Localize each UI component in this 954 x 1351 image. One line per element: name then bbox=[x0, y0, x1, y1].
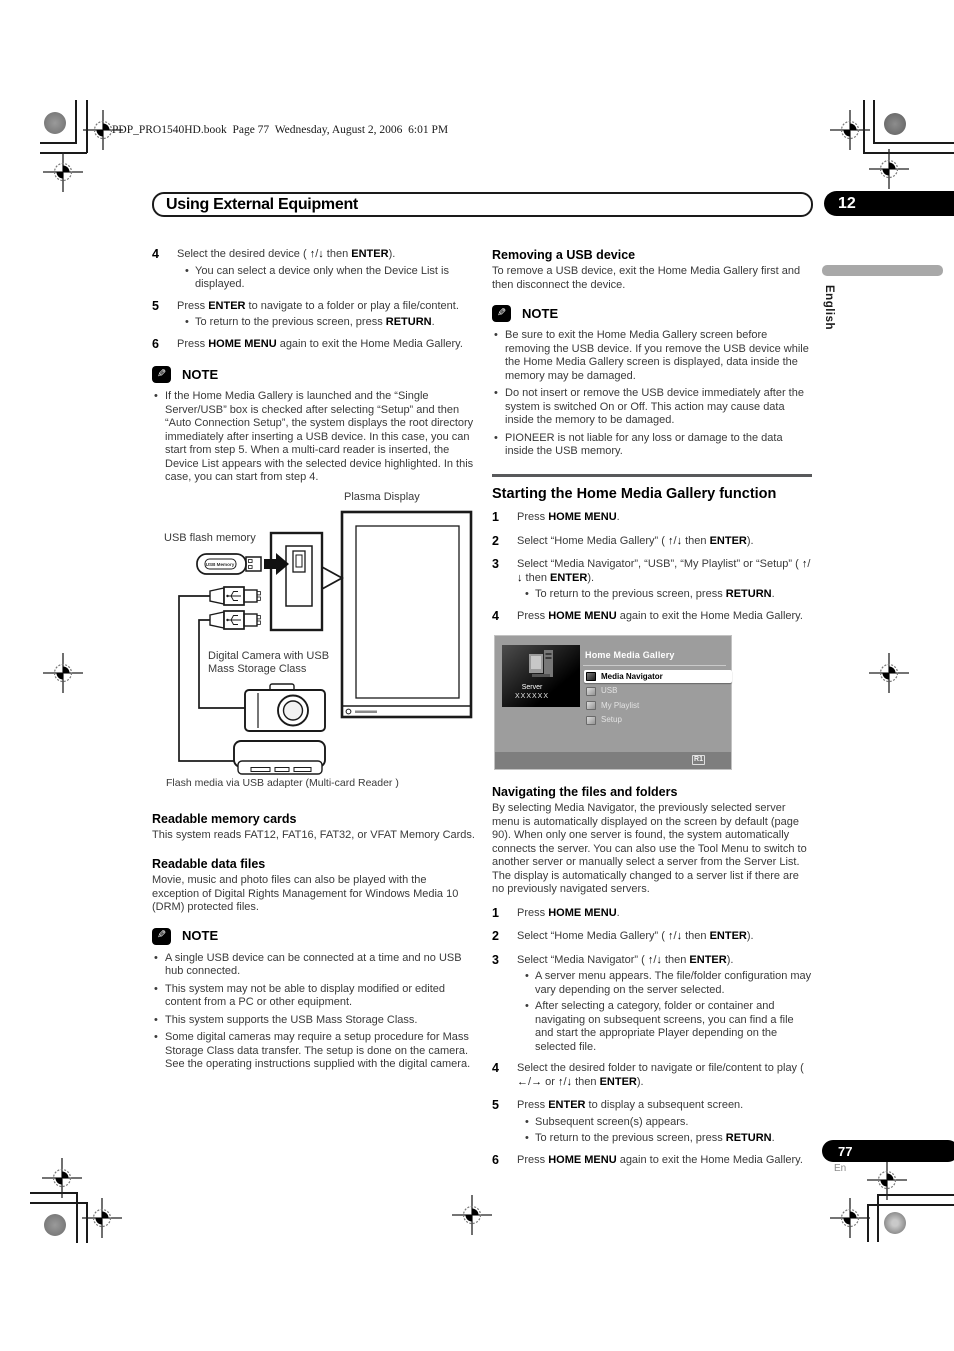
screenshot-menu bbox=[584, 670, 734, 728]
screenshot-title-rule bbox=[583, 665, 726, 666]
step-item bbox=[152, 338, 476, 354]
step-text: Press HOME MENU again to exit the Home Media Gallery. bbox=[177, 337, 463, 350]
section-heading-readable-memory-cards: Readable memory cards bbox=[152, 811, 297, 826]
section-heading-navigating: Navigating the files and folders bbox=[492, 785, 678, 799]
registration-mark bbox=[43, 653, 83, 693]
pencil-note-icon bbox=[492, 305, 511, 322]
section-heading-starting-hmg: Starting the Home Media Gallery function bbox=[492, 486, 777, 502]
step-item bbox=[492, 535, 812, 551]
menu-item-usb bbox=[584, 685, 734, 698]
menu-item-label: USB bbox=[601, 686, 618, 696]
server-icon bbox=[528, 648, 556, 682]
note-label: NOTE bbox=[182, 366, 219, 382]
registration-mark bbox=[830, 1198, 870, 1238]
print-dot bbox=[44, 1214, 66, 1236]
step-item bbox=[492, 1154, 812, 1170]
step-item bbox=[492, 1062, 812, 1091]
plasma-display-drawing bbox=[271, 512, 471, 717]
home-media-gallery-screenshot bbox=[494, 635, 732, 770]
bullet-item: • To return to the previous screen, press RETURN. bbox=[525, 588, 775, 600]
step-text: Press HOME MENU again to exit the Home Media Gallery. bbox=[517, 1153, 803, 1166]
registration-mark bbox=[867, 1160, 907, 1200]
menu-item-label: Setup bbox=[601, 715, 622, 725]
note-bullet-list bbox=[492, 329, 812, 459]
chapter-number: 12 bbox=[838, 194, 856, 212]
chapter-title-bar bbox=[152, 192, 813, 217]
registration-mark bbox=[82, 1198, 122, 1238]
language-label: English bbox=[823, 285, 835, 331]
steps-list bbox=[492, 511, 812, 625]
bullet-item: • Subsequent screen(s) appears. bbox=[525, 1115, 689, 1128]
bullet-item: • To return to the previous screen, press RETURN. bbox=[525, 1132, 775, 1144]
bullet-item: • This system supports the USB Mass Storage Class. bbox=[154, 1013, 418, 1026]
section-heading-removing-usb: Removing a USB device bbox=[492, 248, 636, 262]
note-block bbox=[152, 928, 476, 1072]
page-number-badge bbox=[822, 1140, 954, 1162]
step-text: Select the desired folder to navigate or file/content to play ( ←/→ or ↑/↓ then ENTER). bbox=[517, 1062, 804, 1088]
bullet-item: • Do not insert or remove the USB device immediately after the system is switched On or Off. This action may cause data inside the memory to be damaged. bbox=[494, 387, 804, 426]
card-reader-drawing bbox=[234, 741, 325, 774]
media-navigator-icon bbox=[586, 672, 596, 681]
bullet-item: • Be sure to exit the Home Media Gallery screen before removing the USB device. If you remove the USB device while the Home Media Gallery screen is displayed, data inside the memory may be damaged. bbox=[494, 329, 809, 382]
page-title: Using External Equipment bbox=[166, 195, 358, 213]
step-text: Press HOME MENU again to exit the Home Media Gallery. bbox=[517, 609, 803, 622]
usb-flash-memory-label: USB flash memory bbox=[164, 531, 256, 544]
step-item bbox=[492, 610, 812, 626]
bullet-item: • A single USB device can be connected at a time and no USB hub connected. bbox=[154, 951, 462, 977]
step-item bbox=[492, 511, 812, 527]
screenshot-title: Home Media Gallery bbox=[585, 650, 675, 660]
step-number: 6 bbox=[152, 336, 159, 351]
bullet-item: • You can select a device only when the Device List is displayed. bbox=[185, 264, 449, 290]
step-item bbox=[492, 1099, 812, 1146]
step-number: 3 bbox=[492, 557, 499, 571]
note-block bbox=[492, 305, 812, 459]
step-number: 5 bbox=[152, 298, 159, 313]
step-item bbox=[152, 300, 476, 330]
usb-icon bbox=[586, 687, 596, 696]
body-text: To remove a USB device, exit the Home Media Gallery first and then disconnect the device. bbox=[492, 265, 801, 291]
server-id: XXXXXX bbox=[514, 693, 549, 700]
digital-camera-drawing bbox=[245, 684, 325, 731]
step-number: 1 bbox=[492, 905, 499, 920]
bullet-item: • If the Home Media Gallery is launched and the “Single Server/USB” box is checked after selecting “Setup” and then “Auto Connection Setup”, the system displays the root directory immediately after inserting a USB device. In this case, you can start from step 5. When a multi-card reader is inserted, the Device List appears with the selected device highlighted. In this case, you can start from step 4. bbox=[154, 390, 474, 483]
plasma-display-label: Plasma Display bbox=[344, 490, 420, 503]
print-dot bbox=[44, 112, 66, 134]
bullet-item: • To return to the previous screen, press RETURN. bbox=[185, 316, 435, 328]
step-number: 5 bbox=[492, 1098, 499, 1112]
step-text: Select the desired device ( ↑/↓ then ENTER). bbox=[177, 248, 396, 260]
step-text: Select “Media Navigator”, “USB”, “My Playlist” or “Setup” ( ↑/↓ then ENTER). bbox=[517, 558, 811, 584]
registration-mark bbox=[42, 1158, 82, 1198]
pencil-note-icon bbox=[152, 366, 171, 383]
step-number: 4 bbox=[492, 1061, 499, 1075]
usb-memory-device-label: USB Memory bbox=[205, 561, 235, 567]
step-item bbox=[492, 930, 812, 946]
pencil-note-icon bbox=[152, 928, 171, 945]
body-text: This system reads FAT12, FAT16, FAT32, or VFAT Memory Cards. bbox=[152, 828, 475, 841]
bullet-item: • Some digital cameras may require a setup procedure for Mass Storage Class data transfer. The setup is done on the camera. See the operating instructions supplied with the digital camera. bbox=[154, 1031, 471, 1070]
note-label: NOTE bbox=[182, 928, 219, 944]
step-text: Select “Home Media Gallery” ( ↑/↓ then ENTER). bbox=[517, 534, 754, 547]
step-text: Press ENTER to navigate to a folder or play a file/content. bbox=[177, 299, 459, 312]
chapter-number-badge bbox=[824, 191, 954, 216]
step-text: Select “Media Navigator” ( ↑/↓ then ENTER). bbox=[517, 953, 734, 966]
step-item bbox=[492, 907, 812, 923]
bullet-item: • A server menu appears. The file/folder configuration may vary depending on the server selected. bbox=[525, 970, 812, 996]
registration-mark bbox=[869, 149, 909, 189]
flash-media-label: Flash media via USB adapter (Multi-card Reader ) bbox=[166, 776, 399, 789]
my-playlist-icon bbox=[586, 701, 596, 710]
step-item bbox=[492, 954, 812, 1055]
bullet-item: • PIONEER is not liable for any loss or damage to the data inside the USB memory. bbox=[494, 431, 783, 457]
left-column bbox=[152, 248, 476, 1082]
step-text: Press HOME MENU. bbox=[517, 906, 620, 919]
usb-connection-diagram bbox=[152, 490, 476, 797]
step-number: 4 bbox=[152, 247, 159, 261]
right-column bbox=[492, 248, 812, 1177]
step-number: 2 bbox=[492, 533, 499, 548]
print-dot bbox=[884, 1212, 906, 1234]
registration-mark bbox=[452, 1195, 492, 1235]
digital-camera-label: Digital Camera with USB Mass Storage Class bbox=[208, 649, 330, 675]
menu-item-label: My Playlist bbox=[601, 700, 640, 710]
step-number: 6 bbox=[492, 1152, 499, 1167]
body-text: By selecting Media Navigator, the previously selected server menu is automatically displayed on the screen by default (page 90). When only one server is found, the system automatically connects the server. You can also use the Tool Menu to switch to another server or manually select a server from the Server List. The display is automatically changed to a server list if there are no previously navigated servers. bbox=[492, 802, 807, 895]
step-text: Press ENTER to display a subsequent screen. bbox=[517, 1099, 744, 1111]
steps-list bbox=[492, 907, 812, 1170]
bullet-item: • After selecting a category, folder or container and navigating on subsequent screens, you can find a file and start the appropriate Player depending on the selected file. bbox=[525, 1000, 794, 1053]
menu-item-my-playlist bbox=[584, 699, 734, 712]
note-label: NOTE bbox=[522, 305, 559, 321]
note-bullet-list bbox=[152, 390, 476, 485]
note-bullet-list bbox=[152, 952, 476, 1072]
page-number: 77 bbox=[838, 1143, 853, 1159]
step-number: 1 bbox=[492, 510, 499, 524]
setup-icon bbox=[586, 716, 596, 725]
section-divider bbox=[492, 474, 812, 478]
step-number: 4 bbox=[492, 608, 499, 623]
remote-indicator-icon: R1 bbox=[694, 756, 703, 763]
step-item bbox=[492, 558, 812, 602]
step-number: 3 bbox=[492, 952, 499, 967]
steps-list bbox=[152, 248, 476, 353]
step-text: Select “Home Media Gallery” ( ↑/↓ then ENTER). bbox=[517, 930, 754, 942]
page-language-label: En bbox=[834, 1163, 847, 1174]
book-header-line: PDP_PRO1540HD.book Page 77 Wednesday, August 2, 2006 6:01 PM bbox=[112, 124, 449, 136]
registration-mark bbox=[43, 152, 83, 192]
server-box bbox=[502, 645, 580, 707]
server-label: Server bbox=[521, 684, 543, 691]
bullet-item: • This system may not be able to display modified or edited content from a PC or other equipment. bbox=[154, 982, 446, 1008]
language-tab-bar bbox=[822, 265, 943, 276]
registration-mark bbox=[869, 653, 909, 693]
section-heading-readable-data-files: Readable data files bbox=[152, 857, 266, 871]
body-text: Movie, music and photo files can also be played with the exception of Digital Rights Management for Windows Media 10 (DRM) protected files. bbox=[152, 874, 459, 913]
note-block bbox=[152, 366, 476, 485]
step-number: 2 bbox=[492, 929, 499, 943]
step-item bbox=[152, 248, 476, 292]
menu-item-label: Media Navigator bbox=[601, 671, 663, 681]
print-dot bbox=[884, 113, 906, 135]
menu-item-media-navigator bbox=[584, 670, 732, 683]
registration-mark bbox=[830, 110, 870, 150]
step-text: Press HOME MENU. bbox=[517, 511, 620, 523]
menu-item-setup bbox=[584, 714, 734, 727]
